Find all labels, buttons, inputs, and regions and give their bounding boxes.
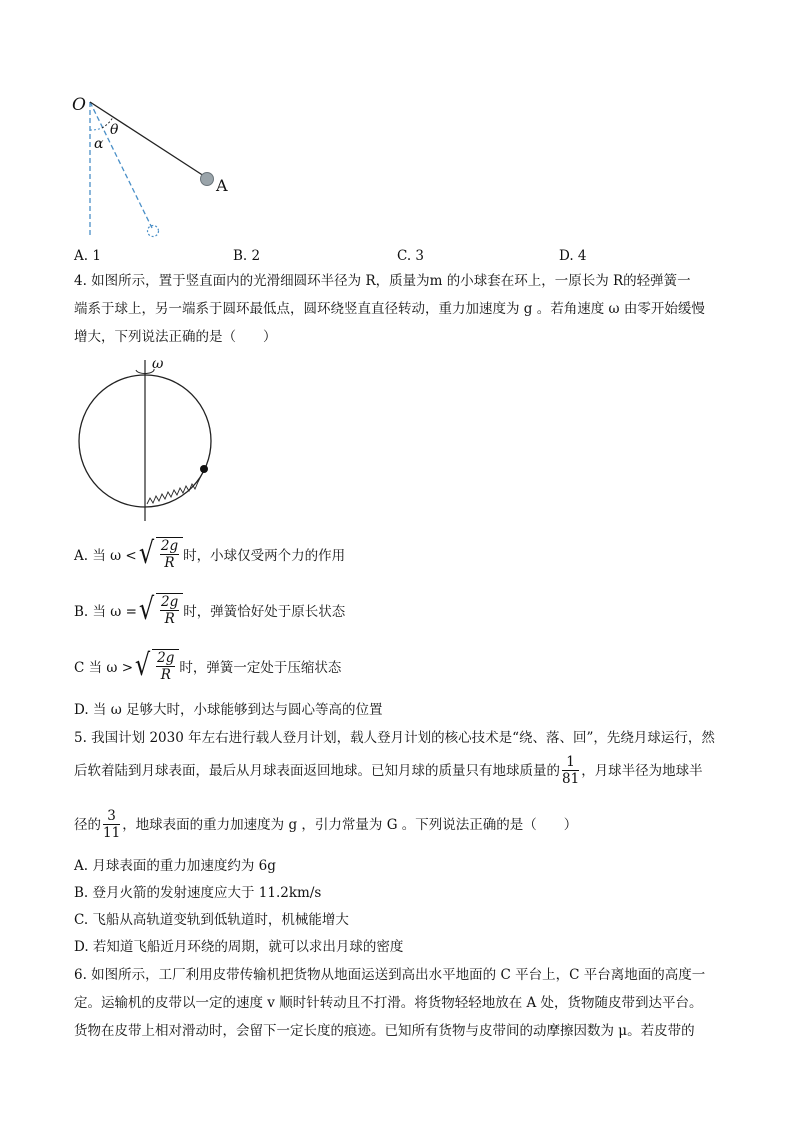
q4-option-a <box>74 537 345 571</box>
q5-line-3 <box>74 808 577 841</box>
fraction-numerator: 1 <box>562 754 579 771</box>
q4-option-a-pre: A. 当 ω < <box>74 548 137 564</box>
q4-option-d: D. 当 ω 足够大时，小球能够到达与圆心等高的位置 <box>74 702 383 718</box>
label-o: O <box>72 95 86 115</box>
sqrt-expression: √ $\frac{2g}{R}$ <box>133 649 179 683</box>
sqrt-expression: √ $\frac{2g}{R}$ <box>137 593 183 627</box>
q5-option-b: B. 登月火箭的发射速度应大于 11.2km/s <box>74 885 322 901</box>
pendulum-figure <box>60 88 250 248</box>
q4-option-c <box>74 649 341 683</box>
dashed-ball <box>148 226 159 237</box>
q5-line-2-post: ，月球半径为地球半 <box>581 762 703 779</box>
q6-line-1: 6. 如图所示，工厂利用皮带传输机把货物从地面运送到高出水平地面的 C 平台上，C 平台离地面的高度一 <box>74 967 706 983</box>
q6-line-2: 定。运输机的皮带以一定的速度 v 顺时针转动且不打滑。将货物轻轻地放在 A 处，货物随皮带到达平台。 <box>74 995 703 1011</box>
label-a: A <box>216 176 228 195</box>
q4-option-b-post: 时，弹簧恰好处于原长状态 <box>183 604 346 620</box>
sqrt-numerator: 2g <box>161 594 179 610</box>
q5-option-c: C. 飞船从高轨道变轨到低轨道时，机械能增大 <box>74 912 349 928</box>
q5-option-a: A. 月球表面的重力加速度约为 6g <box>74 858 276 874</box>
sqrt-numerator: 2g <box>160 538 179 554</box>
fraction-denominator: 11 <box>103 825 121 841</box>
q3-option-b: B. 2 <box>233 248 261 264</box>
q4-line-1: 4. 如图所示，置于竖直面内的光滑细圆环半径为 R，质量为m 的小球套在环上，一原长为 R的轻弹簧一 <box>74 273 691 289</box>
sqrt-numerator: 2g <box>157 650 175 666</box>
fraction-denominator: 81 <box>562 771 580 787</box>
fraction-3-11 <box>103 808 120 841</box>
q4-option-c-pre: C 当 ω > <box>74 660 134 676</box>
angle-arc-alpha <box>90 128 102 130</box>
q4-option-b <box>74 593 345 627</box>
q4-option-c-post: 时，弹簧一定处于压缩状态 <box>179 660 342 676</box>
fraction-1-81 <box>562 754 579 787</box>
label-alpha: α <box>94 136 104 152</box>
sqrt-denominator: R <box>160 667 171 683</box>
q3-option-c: C. 3 <box>397 248 425 264</box>
q4-option-b-pre: B. 当 ω = <box>74 604 137 620</box>
sqrt-denominator: R <box>164 611 175 627</box>
q5-line-3-post: ，地球表面的重力加速度为 g ，引力常量为 G 。下列说法正确的是（ ） <box>122 816 578 833</box>
q5-option-d: D. 若知道飞船近月环绕的周期，就可以求出月球的密度 <box>74 939 404 955</box>
dashed-string <box>90 102 152 228</box>
sqrt-expression: √ $\frac{2g}{R}$ <box>137 537 183 571</box>
q5-line-3-pre: 径的 <box>74 816 101 833</box>
q3-option-a: A. 1 <box>74 248 101 264</box>
q4-option-a-post: 时，小球仅受两个力的作用 <box>183 548 346 564</box>
q4-line-2: 端系于球上，另一端系于圆环最低点，圆环绕竖直直径转动，重力加速度为 g 。若角速度 ω 由零开始缓慢 <box>74 301 705 317</box>
fraction-numerator: 3 <box>103 808 120 825</box>
q3-option-d: D. 4 <box>559 248 587 264</box>
label-theta: θ <box>110 122 119 138</box>
small-ball <box>200 465 208 473</box>
ball-a <box>201 173 214 186</box>
q6-line-3: 货物在皮带上相对滑动时，会留下一定长度的痕迹。已知所有货物与皮带间的动摩擦因数为 μ。若皮带的 <box>74 1023 695 1039</box>
q5-line-2 <box>74 754 703 787</box>
q5-line-2-pre: 后软着陆到月球表面，最后从月球表面返回地球。已知月球的质量只有地球质量的 <box>74 762 560 779</box>
label-omega: ω <box>152 356 164 372</box>
pendulum-string <box>90 102 204 176</box>
q4-line-3: 增大，下列说法正确的是（ ） <box>74 329 277 345</box>
q5-line-1: 5. 我国计划 2030 年左右进行载人登月计划，载人登月计划的核心技术是“绕、落、回”，先绕月球运行，然 <box>74 730 715 746</box>
ring-figure <box>72 355 222 525</box>
sqrt-denominator: R <box>164 555 175 571</box>
